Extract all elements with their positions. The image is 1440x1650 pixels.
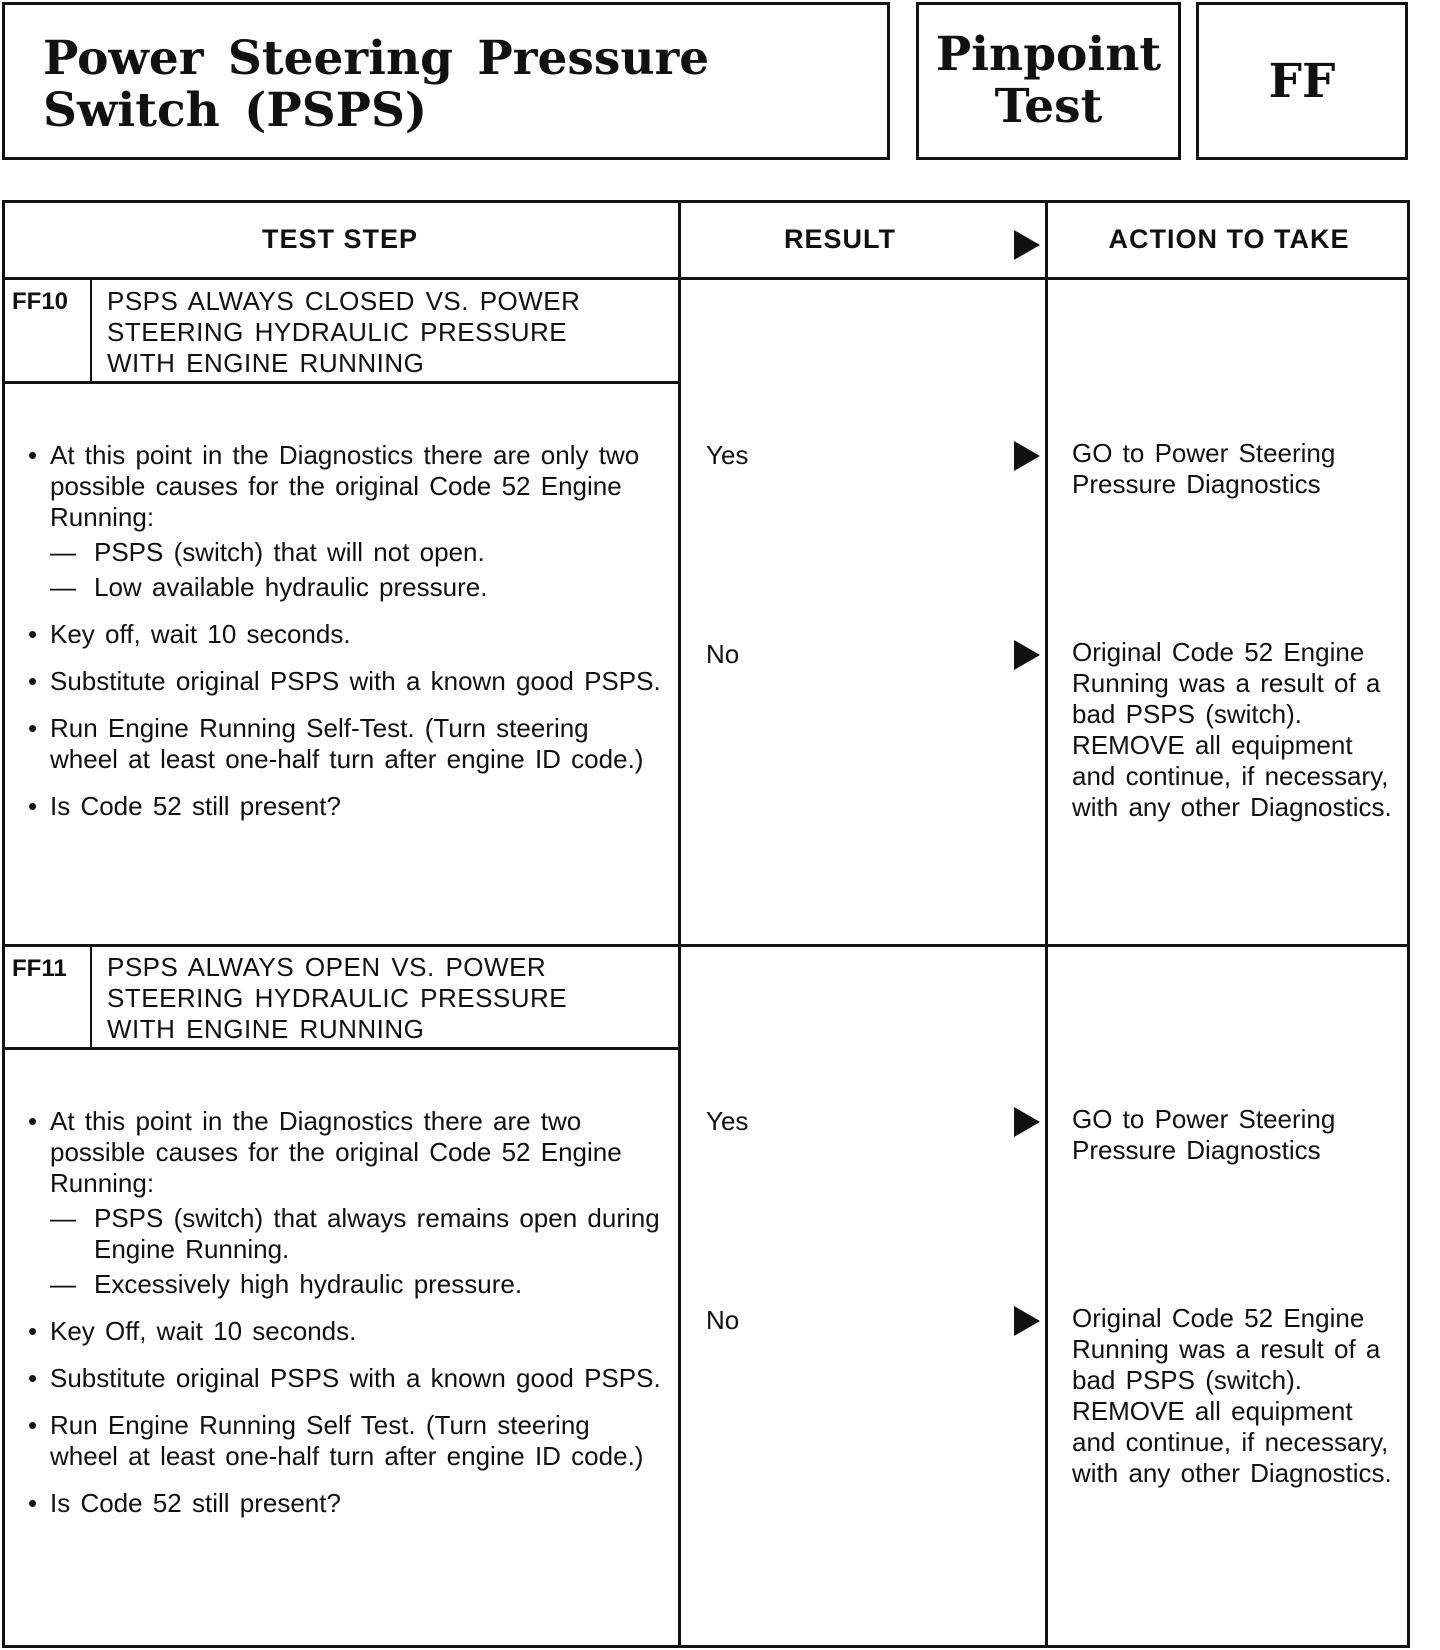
step-title-line: STEERING HYDRAULIC PRESSURE — [107, 317, 568, 347]
list-item: • At this point in the Diagnostics there are two possible causes for the original Code 52 Engine Running: — [26, 1106, 666, 1199]
sub-item-text: Low available hydraulic pressure. — [94, 572, 488, 602]
step-divider — [2, 944, 1410, 947]
list-item: • At this point in the Diagnostics there are only two possible causes for the original Code 52 Engine Running: — [26, 440, 666, 533]
step-title-ff10 — [107, 286, 580, 379]
step-body-ff11 — [26, 1106, 666, 1535]
sub-item-text: PSPS (switch) that always remains open during Engine Running. — [94, 1203, 660, 1264]
step-title-line: PSPS ALWAYS CLOSED VS. POWER — [107, 286, 581, 316]
list-item — [26, 572, 666, 603]
ff11-title-divider — [2, 1047, 680, 1050]
result-no-ff10: No — [706, 639, 740, 669]
step-title-line: STEERING HYDRAULIC PRESSURE — [107, 983, 568, 1013]
action-no-ff11: Original Code 52 Engine Running was a result of a bad PSPS (switch). REMOVE all equipment and continue, if necessary, with any other Diagnostics. — [1072, 1303, 1392, 1488]
sub-item-text: Excessively high hydraulic pressure. — [94, 1269, 523, 1299]
step-id-ff11: FF11 — [12, 955, 67, 982]
list-item: • Substitute original PSPS with a known good PSPS. — [26, 1363, 666, 1394]
dash-mark: — — [50, 537, 76, 567]
sub-list — [26, 537, 666, 603]
list-item: • Is Code 52 still present? — [26, 1488, 666, 1519]
column-header-result: RESULT — [784, 223, 896, 254]
step-id-ff10: FF10 — [12, 288, 69, 315]
list-item: • Key off, wait 10 seconds. — [26, 619, 666, 650]
result-yes-ff10: Yes — [706, 440, 749, 470]
list-item — [26, 1269, 666, 1300]
list-item: • Run Engine Running Self Test. (Turn steering wheel at least one-half turn after engine ID code.) — [26, 1410, 666, 1472]
list-item: • Key Off, wait 10 seconds. — [26, 1316, 666, 1347]
action-no-ff10: Original Code 52 Engine Running was a result of a bad PSPS (switch). REMOVE all equipment and continue, if necessary, with any other Diagnostics. — [1072, 637, 1392, 822]
step-title-line: WITH ENGINE RUNNING — [107, 1014, 425, 1044]
column-divider-action — [1045, 200, 1048, 1648]
sub-item-text: PSPS (switch) that will not open. — [94, 537, 485, 567]
result-yes-ff11: Yes — [706, 1106, 749, 1136]
pinpoint-test-box — [916, 2, 1181, 160]
ff10-title-divider — [2, 381, 680, 384]
list-item — [26, 1203, 666, 1265]
step-body-ff10 — [26, 440, 666, 838]
column-header-test-step: TEST STEP — [261, 223, 419, 254]
title-line-1: Power Steering Pressure — [43, 31, 710, 86]
title-line-2: Switch (PSPS) — [43, 83, 428, 138]
arrow-right-icon — [1014, 1107, 1040, 1137]
list-item: • Run Engine Running Self-Test. (Turn steering wheel at least one-half turn after engine ID code.) — [26, 713, 666, 775]
dash-mark: — — [50, 1203, 76, 1233]
pinpoint-test-label — [936, 29, 1161, 133]
arrow-right-icon — [1014, 640, 1040, 670]
column-header-action: ACTION TO TAKE — [1108, 223, 1350, 254]
arrow-right-icon — [1014, 1306, 1040, 1336]
column-divider-result — [678, 200, 681, 1648]
list-item: • Is Code 52 still present? — [26, 791, 666, 822]
pinpoint-line-1: Pinpoint — [935, 27, 1162, 82]
arrow-right-icon — [1014, 441, 1040, 471]
dash-mark: — — [50, 572, 76, 602]
list-item — [26, 537, 666, 568]
test-code: FF — [1268, 53, 1336, 109]
ff11-id-divider — [90, 946, 92, 1050]
step-title-line: WITH ENGINE RUNNING — [107, 348, 425, 378]
title-box — [2, 2, 890, 160]
ff10-id-divider — [90, 278, 92, 382]
header-arrow-icon — [1014, 230, 1040, 260]
step-title-ff11 — [107, 952, 567, 1045]
list-item: • Substitute original PSPS with a known good PSPS. — [26, 666, 666, 697]
page-title — [43, 33, 709, 137]
pinpoint-line-2: Test — [994, 79, 1103, 134]
dash-mark: — — [50, 1269, 76, 1299]
result-no-ff11: No — [706, 1305, 740, 1335]
sub-list — [26, 1203, 666, 1300]
action-yes-ff11: GO to Power Steering Pressure Diagnostics — [1072, 1104, 1336, 1165]
step-title-line: PSPS ALWAYS OPEN VS. POWER — [107, 952, 547, 982]
action-yes-ff10: GO to Power Steering Pressure Diagnostics — [1072, 438, 1336, 499]
test-code-box — [1196, 2, 1408, 160]
